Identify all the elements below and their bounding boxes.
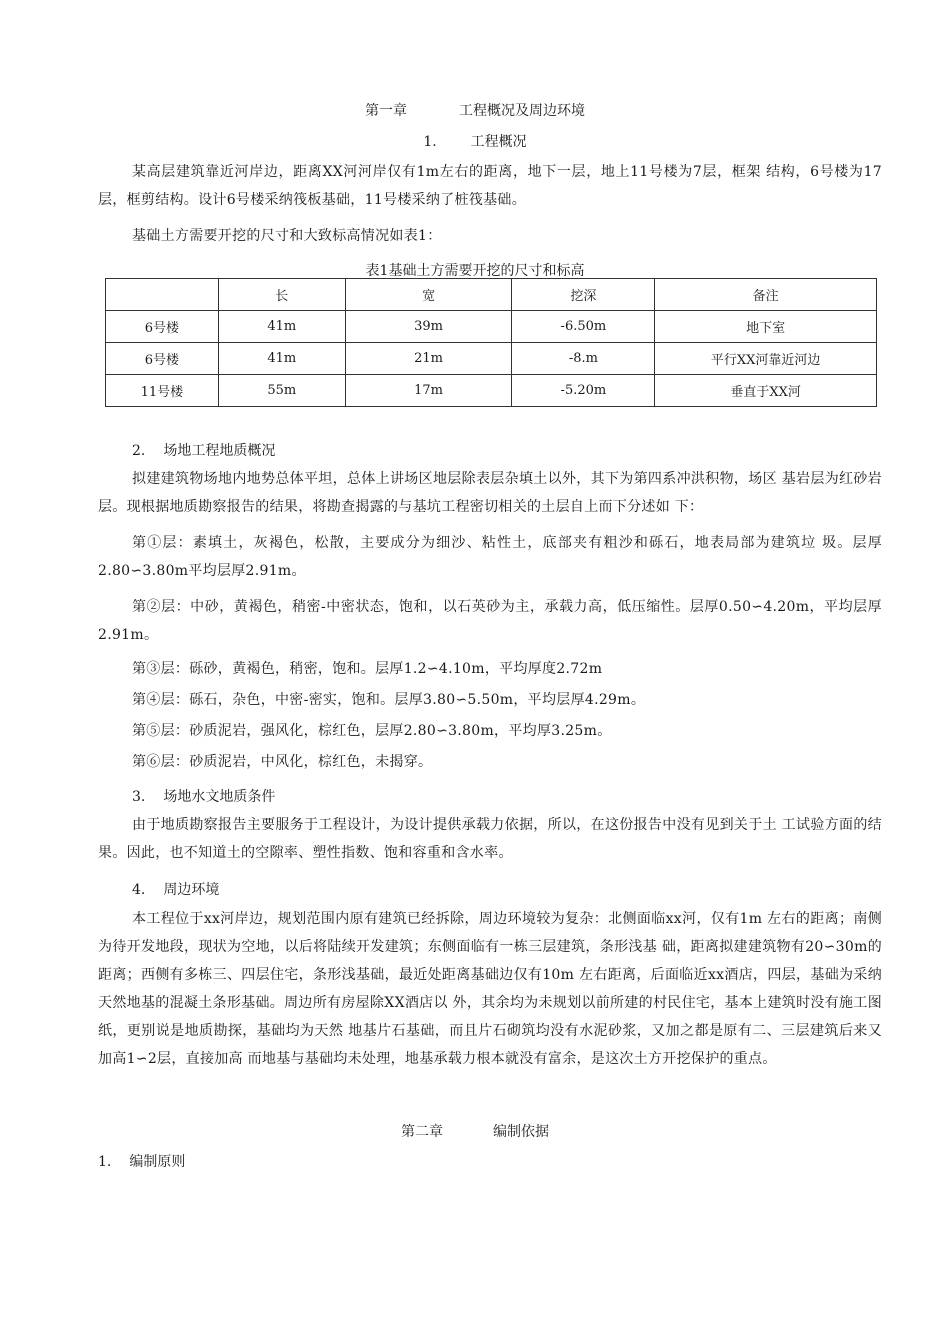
section-3-number: 3. [132, 789, 146, 805]
layer-1-paragraph: 第①层：素填土，灰褐色，松散，主要成分为细沙、粘性土，底部夹有粗沙和砾石，地表局部为建筑垃 圾。层厚2.80∽3.80m平均层厚2.91m。 [98, 535, 882, 579]
table-cell: 39m [345, 311, 512, 343]
table-cell: 41m [218, 343, 345, 375]
table-row [106, 343, 877, 375]
chapter-1-heading [0, 100, 950, 120]
table-caption: 表1基础土方需要开挖的尺寸和标高 [365, 263, 585, 279]
section-1-title: 工程概况 [470, 134, 527, 150]
section-1-number: 1. [423, 134, 437, 150]
table-header-row [106, 279, 877, 311]
table-cell: 平行XX河靠近河边 [655, 343, 877, 375]
chapter-2-section-1-title: 编制原则 [129, 1154, 186, 1170]
geology-paragraph: 拟建建筑物场地内地势总体平坦，总体上讲场区地层除表层杂填土以外，其下为第四系冲洪积物，场区 基岩层为红砂岩层。现根据地质勘察报告的结果，将勘查揭露的与基坑工程密切相关的土层自上而下分述如 下： [98, 471, 882, 515]
table-header-cell: 挖深 [512, 279, 655, 311]
chapter-2-section-1-heading [98, 1151, 185, 1171]
chapter-2-heading [0, 1121, 950, 1141]
section-4-title: 周边环境 [163, 882, 220, 898]
chapter-2-title: 编制依据 [493, 1124, 549, 1140]
excavation-table [105, 278, 877, 407]
section-3-title: 场地水文地质条件 [163, 789, 276, 805]
layer-6-paragraph: 第⑥层：砂质泥岩，中风化，棕红色，未揭穿。 [132, 754, 433, 770]
hydrogeology-paragraph: 由于地质勘察报告主要服务于工程设计，为设计提供承载力依据，所以，在这份报告中没有见到关于土 工试验方面的结果。因此，也不知道土的空隙率、塑性指数、饱和容重和含水率。 [98, 817, 882, 861]
section-2-number: 2. [132, 443, 146, 459]
table-cell: -8.m [512, 343, 655, 375]
section-4-heading [132, 879, 219, 899]
chapter-2-section-1-number: 1. [98, 1154, 112, 1170]
project-overview-paragraph: 某高层建筑靠近河岸边，距离XX河河岸仅有1m左右的距离，地下一层，地上11号楼为7层，框架 结构，6号楼为17层，框剪结构。设计6号楼采纳筏板基础，11号楼采纳了桩筏基础。 [98, 164, 882, 208]
table-intro-paragraph: 基础土方需要开挖的尺寸和大致标高情况如表1： [132, 228, 442, 244]
table-cell: 17m [345, 375, 512, 407]
table-header-cell: 备注 [655, 279, 877, 311]
layer-4-paragraph: 第④层：砾石，杂色，中密-密实，饱和。层厚3.80∽5.50m，平均层厚4.29m。 [132, 692, 646, 708]
table-header-cell: 宽 [345, 279, 512, 311]
table-cell: 11号楼 [106, 375, 219, 407]
section-2-heading [132, 440, 275, 460]
layer-2-paragraph: 第②层：中砂，黄褐色，稍密-中密状态，饱和，以石英砂为主，承载力高，低压缩性。层厚0.50∽4.20m，平均层厚2.91m。 [98, 599, 882, 643]
chapter-2-number: 第二章 [401, 1124, 443, 1140]
section-4-number: 4. [132, 882, 146, 898]
table-cell: -6.50m [512, 311, 655, 343]
table-cell: 6号楼 [106, 311, 219, 343]
table-header-cell: 长 [218, 279, 345, 311]
table-cell: 6号楼 [106, 343, 219, 375]
table-cell: 21m [345, 343, 512, 375]
surroundings-paragraph: 本工程位于xx河岸边，规划范围内原有建筑已经拆除，周边环境较为复杂：北侧面临xx河，仅有1m 左右的距离；南侧为待开发地段，现状为空地，以后将陆续开发建筑；东侧面临有一栋三层建筑，条形浅基 础，距离拟建建筑物有20∽30m的距离；西侧有多栋三、四层住宅，条形浅基础，最近处距离基础边仅有10m 左右距离，后面临近xx酒店，四层，基础为采纳天然地基的混凝土条形基础。周边所有房屋除XX酒店以 外，其余均为未规划以前所建的村民住宅，基本上建筑时没有施工图纸，更别说是地质勘探，基础均为天然 地基片石基础，而且片石砌筑均没有水泥砂浆，又加之都是原有二、三层建筑后来又加高1∽2层，直接加高 而地基与基础均未处理，地基承载力根本就没有富余，是这次土方开挖保护的重点。 [98, 911, 882, 1067]
layer-3-paragraph: 第③层：砾砂，黄褐色，稍密，饱和。层厚1.2∽4.10m，平均厚度2.72m [132, 661, 603, 677]
table-cell: 垂直于XX河 [655, 375, 877, 407]
table-header-cell [106, 279, 219, 311]
chapter-1-number: 第一章 [365, 103, 407, 119]
table-cell: 55m [218, 375, 345, 407]
table-row [106, 375, 877, 407]
section-1-heading [0, 131, 950, 151]
layer-5-paragraph: 第⑤层：砂质泥岩，强风化，棕红色，层厚2.80∽3.80m，平均厚3.25m。 [132, 723, 612, 739]
table-cell: 41m [218, 311, 345, 343]
section-2-title: 场地工程地质概况 [163, 443, 276, 459]
table-cell: -5.20m [512, 375, 655, 407]
section-3-heading [132, 786, 275, 806]
table-cell: 地下室 [655, 311, 877, 343]
table-row [106, 311, 877, 343]
chapter-1-title: 工程概况及周边环境 [459, 103, 585, 119]
